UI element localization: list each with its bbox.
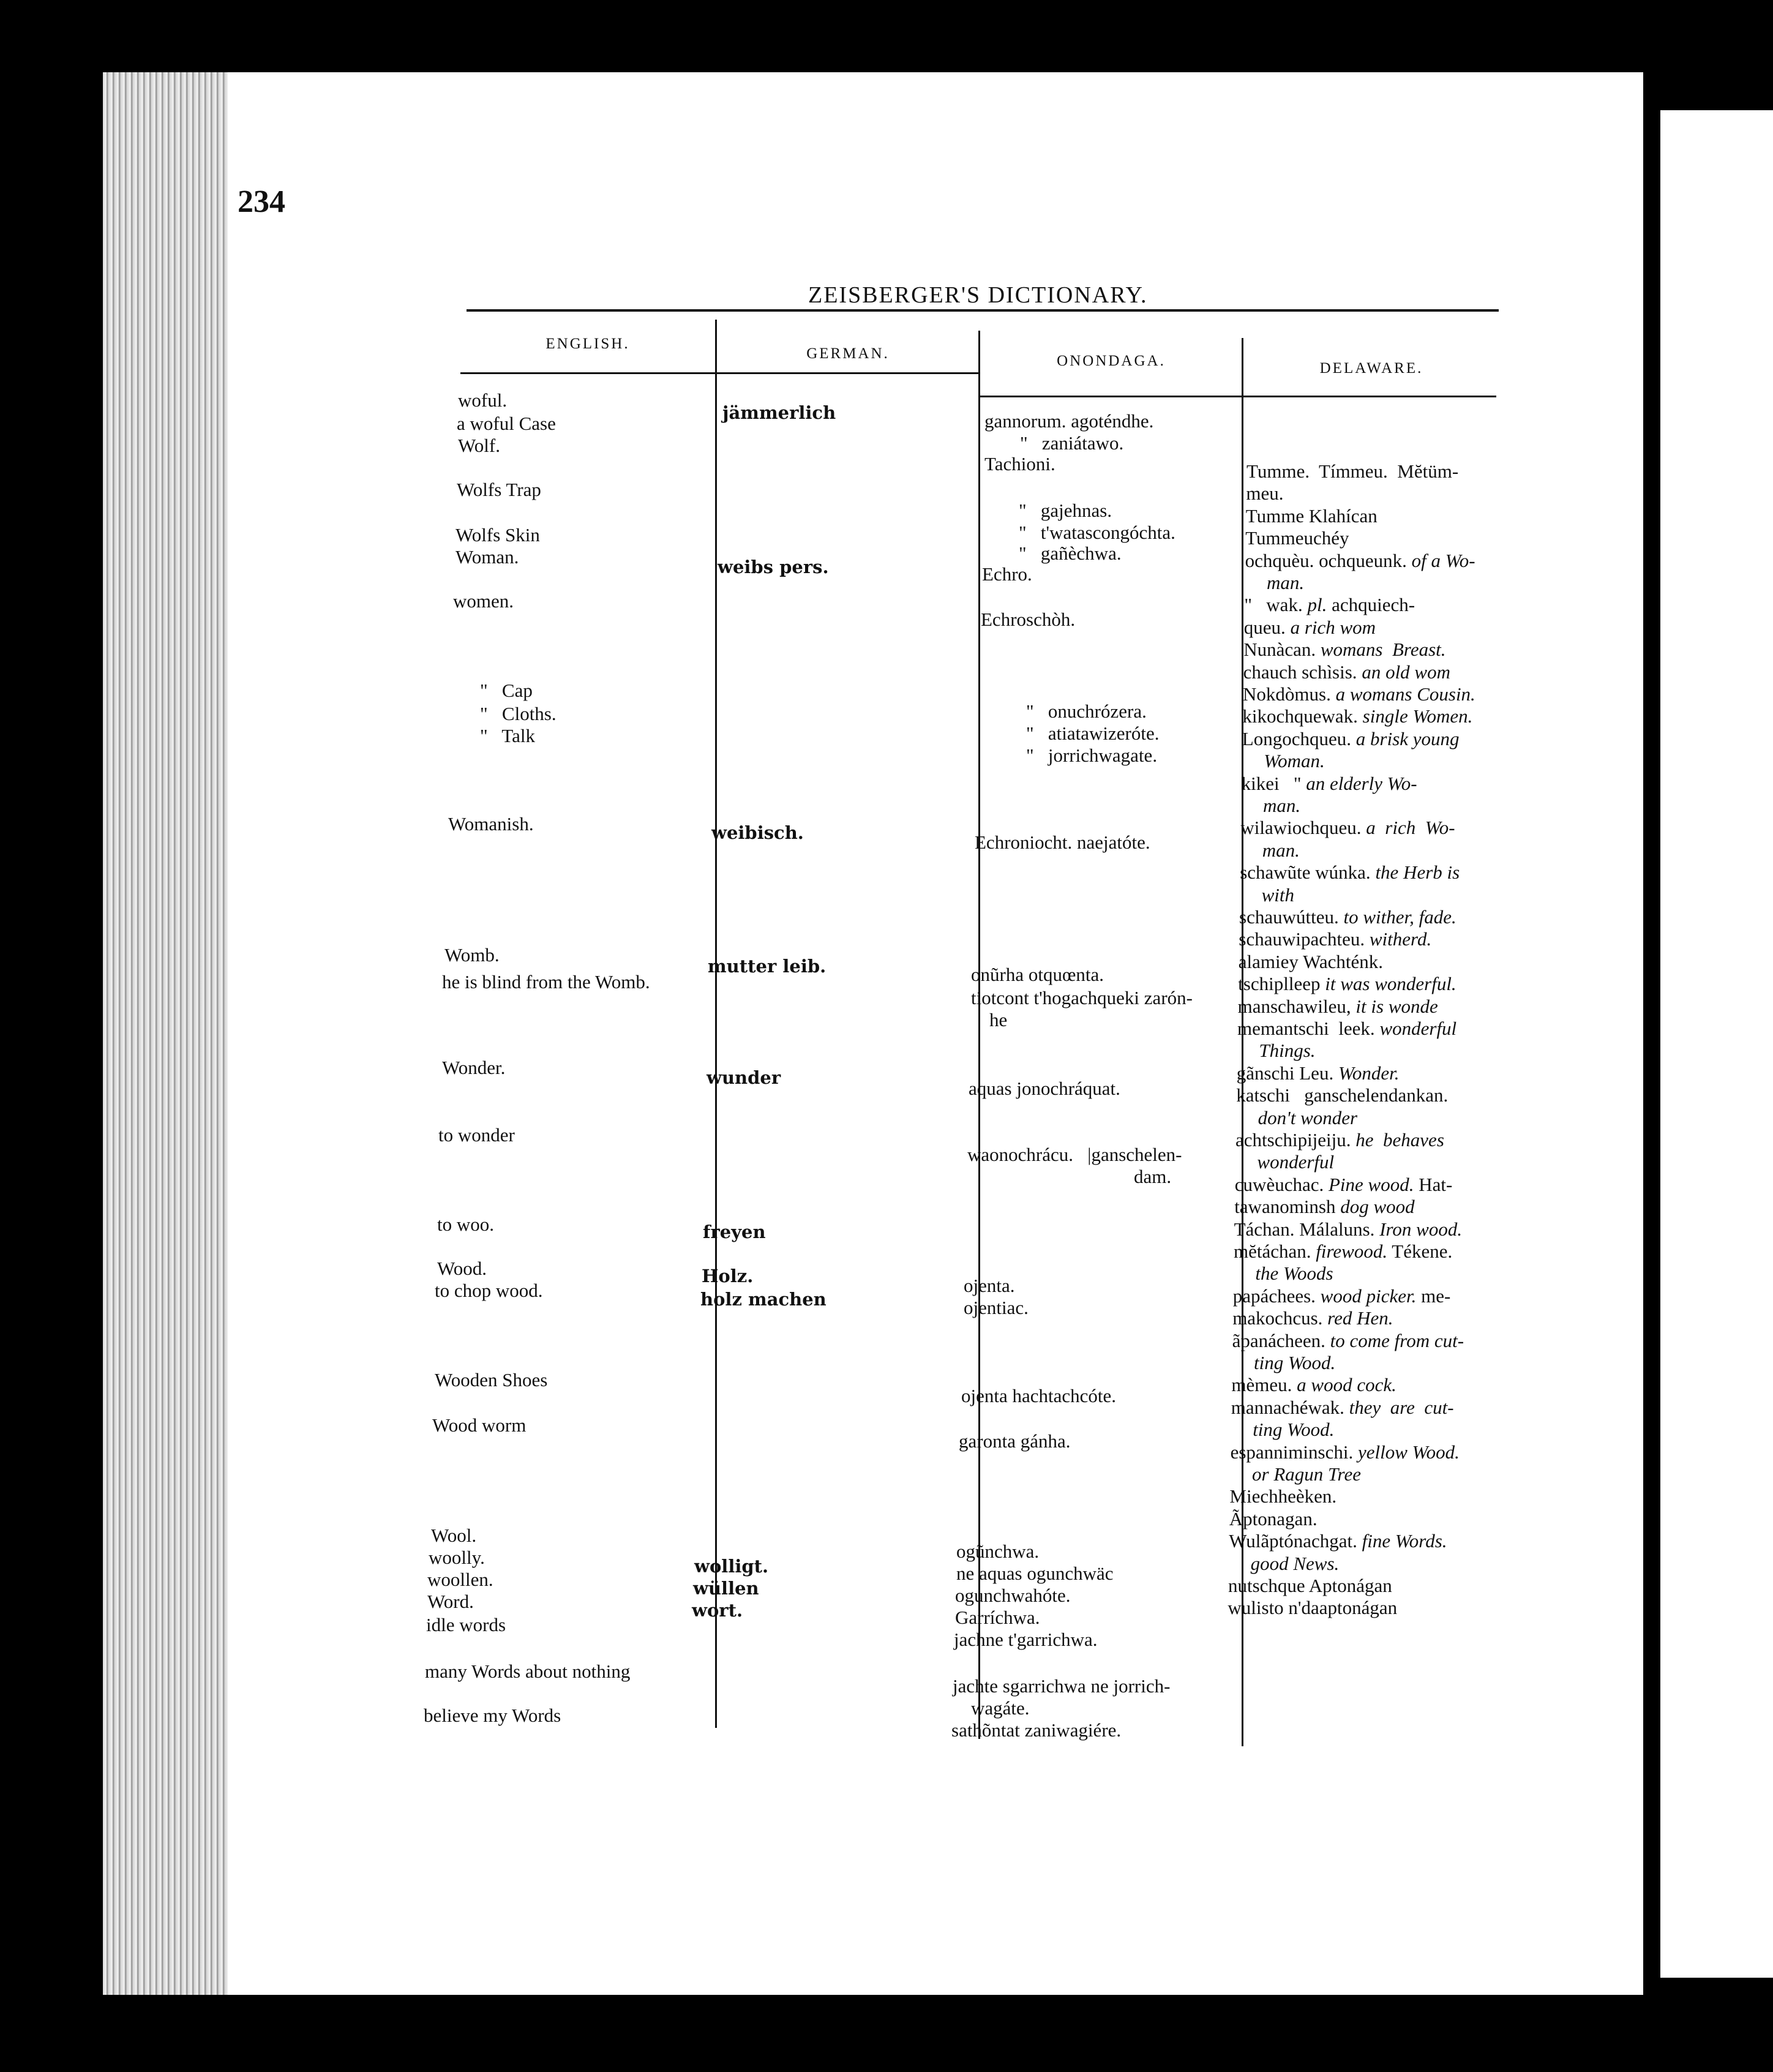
delaware-gloss: with xyxy=(1261,884,1294,906)
delaware-line xyxy=(1232,1330,1464,1352)
delaware-word: kikochquewak. xyxy=(1242,705,1363,727)
header-german: GERMAN. xyxy=(806,345,890,362)
delaware-word: gãnschi Leu. xyxy=(1236,1062,1338,1084)
english-entry: Womb. xyxy=(444,944,500,966)
english-entry: Wolf. xyxy=(458,435,500,456)
delaware-line xyxy=(1251,1553,1340,1575)
delaware-word: kikei " xyxy=(1241,773,1306,794)
delaware-gloss: the Herb is xyxy=(1375,861,1460,883)
delaware-word: me- xyxy=(1416,1285,1451,1307)
delaware-word: Táchan. Málaluns. xyxy=(1234,1218,1380,1240)
onondaga-entry: Garríchwa. xyxy=(955,1607,1040,1628)
delaware-line xyxy=(1229,1485,1336,1507)
onondaga-entry: " t'watascongóchta. xyxy=(1019,522,1175,543)
delaware-line xyxy=(1244,594,1415,616)
delaware-line xyxy=(1254,1352,1335,1374)
delaware-gloss: dog wood xyxy=(1340,1196,1415,1217)
delaware-line xyxy=(1262,884,1294,906)
german-entry: wolligt. xyxy=(694,1556,769,1577)
onondaga-entry: " gajehnas. xyxy=(1019,500,1112,521)
delaware-word: alamiey Wachténk. xyxy=(1238,951,1384,972)
delaware-line xyxy=(1245,527,1349,549)
delaware-word: nutschque Aptonágan xyxy=(1228,1575,1392,1596)
delaware-gloss: a rich wom xyxy=(1290,617,1376,638)
onondaga-entry: he xyxy=(989,1009,1008,1030)
delaware-line xyxy=(1267,572,1304,594)
english-entry: Womanish. xyxy=(448,813,534,835)
delaware-word: schauwipachteu. xyxy=(1239,928,1370,950)
delaware-word: Ãptonagan. xyxy=(1229,1508,1318,1530)
english-entry: Wood worm xyxy=(432,1414,527,1436)
delaware-word: " wak. xyxy=(1244,594,1308,615)
delaware-gloss: an old wom xyxy=(1362,661,1450,683)
delaware-word: Wulãptónachgat. xyxy=(1229,1530,1362,1552)
delaware-line xyxy=(1228,1575,1392,1597)
delaware-gloss: it was wonderful. xyxy=(1325,973,1456,994)
delaware-line xyxy=(1246,460,1458,482)
delaware-word: wilawiochqueu. xyxy=(1240,817,1366,838)
delaware-line xyxy=(1242,705,1472,727)
onondaga-entry: Tachioni. xyxy=(984,453,1055,475)
delaware-word: katschi ganschelendankan. xyxy=(1236,1084,1449,1106)
onondaga-entry: Echro. xyxy=(982,563,1032,585)
delaware-word: espanniminschi. xyxy=(1230,1441,1358,1463)
delaware-word: manschawileu, xyxy=(1237,996,1356,1017)
header-top-rule xyxy=(467,309,1499,312)
delaware-word: mĕtáchan. xyxy=(1234,1241,1316,1262)
delaware-gloss: he behaves xyxy=(1355,1129,1444,1150)
delaware-word: ãpanácheen. xyxy=(1232,1330,1330,1351)
running-title: ZEISBERGER'S DICTIONARY. xyxy=(808,282,1148,308)
delaware-line xyxy=(1234,1196,1415,1218)
delaware-line xyxy=(1259,1040,1315,1062)
onondaga-entry: wagáte. xyxy=(971,1697,1030,1719)
header-delaware: DELAWARE. xyxy=(1319,360,1423,377)
delaware-gloss: Iron wood. xyxy=(1379,1218,1463,1240)
delaware-line xyxy=(1232,1307,1393,1329)
delaware-gloss: a wood cock. xyxy=(1297,1374,1396,1395)
german-entry: wort. xyxy=(692,1600,743,1621)
german-entry: mutter leib. xyxy=(708,956,827,977)
delaware-gloss: a rich Wo- xyxy=(1366,817,1455,838)
delaware-line xyxy=(1262,839,1300,861)
delaware-gloss: an elderly Wo- xyxy=(1306,773,1417,794)
onondaga-entry: " atiatawizeróte. xyxy=(1026,723,1160,744)
delaware-line xyxy=(1239,928,1431,950)
delaware-line xyxy=(1231,1397,1454,1419)
english-entry: Wolfs Skin xyxy=(455,524,540,546)
delaware-line xyxy=(1229,1530,1447,1552)
german-entry: holz machen xyxy=(700,1289,827,1310)
delaware-line xyxy=(1231,1374,1396,1396)
header-onondaga: ONONDAGA. xyxy=(1057,353,1166,369)
book-page-edges xyxy=(103,72,241,1995)
onondaga-entry: ne aquas ogunchwäc xyxy=(956,1563,1114,1584)
delaware-gloss: Pine wood. xyxy=(1328,1174,1414,1195)
delaware-gloss: wood picker. xyxy=(1320,1285,1417,1307)
english-entry: " Cloths. xyxy=(480,703,557,724)
delaware-word: memantschi leek. xyxy=(1237,1018,1380,1039)
delaware-line xyxy=(1263,795,1300,817)
delaware-gloss: man. xyxy=(1267,572,1305,593)
delaware-line xyxy=(1240,817,1455,839)
delaware-line xyxy=(1246,505,1378,527)
onondaga-entry: ogũnchwa. xyxy=(956,1541,1040,1562)
delaware-line xyxy=(1238,996,1438,1018)
delaware-word: Tékene. xyxy=(1387,1241,1453,1262)
german-entry: freyen xyxy=(703,1222,766,1242)
english-entry: a woful Case xyxy=(457,413,556,434)
delaware-line xyxy=(1231,1441,1460,1463)
english-entry: Wonder. xyxy=(442,1057,506,1078)
onondaga-entry: onũrha otquœnta. xyxy=(971,964,1104,985)
delaware-gloss: of a Wo- xyxy=(1411,550,1475,571)
delaware-gloss: Woman. xyxy=(1264,750,1325,771)
delaware-gloss: a womans Cousin. xyxy=(1335,683,1475,705)
delaware-line xyxy=(1243,661,1450,683)
delaware-word: tschiplleep xyxy=(1238,973,1325,994)
delaware-gloss: wonderful xyxy=(1379,1018,1457,1039)
delaware-line xyxy=(1264,750,1325,772)
delaware-line xyxy=(1239,906,1456,928)
onondaga-entry: " jorrichwagate. xyxy=(1026,745,1158,766)
english-entry: believe my Words xyxy=(424,1705,561,1726)
delaware-line xyxy=(1246,482,1283,505)
onondaga-entry: Echroschòh. xyxy=(981,609,1076,630)
delaware-gloss: single Women. xyxy=(1362,705,1473,727)
delaware-line xyxy=(1238,973,1456,995)
delaware-gloss: Things. xyxy=(1259,1040,1316,1061)
delaware-word: queu. xyxy=(1243,617,1291,638)
delaware-line xyxy=(1239,951,1383,973)
header-bottom-rule-right xyxy=(978,396,1496,397)
onondaga-entry: jachne t'garrichwa. xyxy=(954,1629,1098,1650)
english-entry: he is blind from the Womb. xyxy=(442,971,650,993)
english-entry: Word. xyxy=(427,1591,474,1612)
delaware-gloss: man. xyxy=(1263,795,1301,816)
onondaga-entry: sathõntat zaniwagiére. xyxy=(951,1719,1122,1741)
delaware-gloss: Wonder. xyxy=(1338,1062,1400,1084)
onondaga-entry: " onuchrózera. xyxy=(1026,700,1147,722)
delaware-word: Tumme. Tímmeu. Mĕtüm- xyxy=(1246,460,1459,482)
delaware-gloss: firewood. xyxy=(1316,1241,1388,1262)
delaware-word: schawũte wúnka. xyxy=(1240,861,1376,883)
delaware-gloss: the Woods xyxy=(1255,1263,1333,1284)
delaware-gloss: yellow Wood. xyxy=(1357,1441,1460,1463)
english-entry: woollen. xyxy=(427,1569,493,1590)
delaware-word: Miechheèken. xyxy=(1229,1485,1337,1507)
delaware-word: Nokdòmus. xyxy=(1243,683,1336,705)
delaware-line xyxy=(1228,1597,1397,1619)
delaware-word: achtschipijeiju. xyxy=(1235,1129,1356,1150)
delaware-line xyxy=(1242,773,1417,795)
delaware-gloss: good News. xyxy=(1250,1553,1340,1574)
delaware-line xyxy=(1237,1062,1400,1084)
onondaga-entry: ogunchwahóte. xyxy=(955,1585,1071,1606)
english-entry: Wolfs Trap xyxy=(457,479,541,500)
delaware-word: ochquèu. ochqueunk. xyxy=(1245,550,1412,571)
english-entry: woolly. xyxy=(429,1547,485,1568)
delaware-gloss: man. xyxy=(1262,839,1300,861)
delaware-gloss: it is wonde xyxy=(1355,996,1438,1017)
delaware-word: Hat- xyxy=(1414,1174,1453,1195)
delaware-word: meu. xyxy=(1246,482,1284,504)
onondaga-entry: tiotcont t'hogachqueki zarón- xyxy=(971,987,1193,1008)
delaware-gloss: or Ragun Tree xyxy=(1252,1463,1361,1485)
column-divider-2 xyxy=(978,331,980,1739)
delaware-word: papáchees. xyxy=(1232,1285,1321,1307)
delaware-word: mèmeu. xyxy=(1231,1374,1297,1395)
onondaga-entry: " zaniátawo. xyxy=(1020,432,1124,454)
delaware-line xyxy=(1253,1419,1334,1441)
delaware-gloss: they are cut- xyxy=(1349,1397,1454,1418)
delaware-word: achquiech- xyxy=(1327,594,1415,615)
delaware-gloss: don't wonder xyxy=(1258,1107,1358,1128)
onondaga-entry: waonochrácu. |ganschelen- xyxy=(967,1144,1182,1165)
facing-page-edge xyxy=(1660,110,1773,1978)
german-entry: jämmerlich xyxy=(722,402,836,423)
delaware-word: schauwútteu. xyxy=(1239,906,1344,928)
onondaga-entry: Echroniocht. naejatóte. xyxy=(975,831,1150,853)
delaware-line xyxy=(1258,1107,1358,1129)
delaware-gloss: a brisk young xyxy=(1355,728,1460,749)
delaware-line xyxy=(1236,1084,1448,1106)
onondaga-entry: gannorum. agoténdhe. xyxy=(984,410,1154,432)
delaware-line xyxy=(1235,1174,1453,1196)
delaware-gloss: red Hen. xyxy=(1327,1307,1393,1329)
delaware-gloss: ting Wood. xyxy=(1253,1419,1335,1440)
header-bottom-rule-left xyxy=(460,372,978,374)
delaware-word: wulisto n'daaptonágan xyxy=(1228,1597,1398,1618)
delaware-gloss: to wither, fade. xyxy=(1343,906,1456,928)
german-entry: Holz. xyxy=(702,1266,754,1286)
delaware-gloss: to come from cut- xyxy=(1330,1330,1464,1351)
onondaga-entry: " gañèchwa. xyxy=(1019,542,1122,564)
delaware-gloss: ting Wood. xyxy=(1254,1352,1336,1373)
delaware-line xyxy=(1237,1018,1456,1040)
delaware-line xyxy=(1242,728,1460,750)
english-entry: Wooden Shoes xyxy=(435,1369,548,1391)
delaware-word: Tumme Klahícan xyxy=(1245,505,1378,527)
german-entry: weibisch. xyxy=(711,822,804,843)
onondaga-entry: ojenta. xyxy=(964,1275,1015,1296)
delaware-gloss: wonderful xyxy=(1257,1151,1335,1173)
delaware-line xyxy=(1235,1129,1444,1151)
delaware-word: makochcus. xyxy=(1232,1307,1328,1329)
english-entry: woful. xyxy=(458,389,508,411)
delaware-gloss: witherd. xyxy=(1369,928,1432,950)
onondaga-entry: ojentiac. xyxy=(964,1297,1029,1318)
page-number: 234 xyxy=(238,184,285,219)
onondaga-entry: dam. xyxy=(1134,1166,1172,1187)
column-divider-1 xyxy=(715,320,717,1728)
german-entry: wunder xyxy=(707,1067,781,1088)
delaware-line xyxy=(1233,1285,1451,1307)
delaware-word: Tummeuchéy xyxy=(1245,527,1349,549)
delaware-line xyxy=(1243,639,1445,661)
delaware-word: mannachéwak. xyxy=(1231,1397,1349,1418)
delaware-line xyxy=(1234,1218,1463,1241)
delaware-line xyxy=(1243,683,1475,705)
english-entry: to chop wood. xyxy=(435,1280,543,1301)
delaware-line xyxy=(1234,1241,1452,1263)
english-entry: idle words xyxy=(426,1614,506,1635)
onondaga-entry: garonta gánha. xyxy=(959,1430,1071,1452)
english-entry: to woo. xyxy=(437,1214,494,1235)
delaware-gloss: fine Words. xyxy=(1362,1530,1447,1552)
onondaga-entry: aquas jonochráquat. xyxy=(969,1078,1120,1099)
delaware-word: cuwèuchac. xyxy=(1234,1174,1329,1195)
german-entry: wüllen xyxy=(693,1578,759,1599)
english-entry: Woman. xyxy=(455,546,519,568)
english-entry: " Talk xyxy=(480,725,535,746)
german-entry: weibs pers. xyxy=(718,557,829,577)
onondaga-entry: ojenta hachtachcóte. xyxy=(961,1385,1117,1406)
delaware-line xyxy=(1229,1508,1318,1530)
delaware-gloss: pl. xyxy=(1307,594,1327,615)
delaware-line xyxy=(1257,1151,1334,1173)
english-entry: Wood. xyxy=(437,1258,487,1279)
delaware-word: Nunàcan. xyxy=(1243,639,1321,660)
delaware-line xyxy=(1244,617,1376,639)
delaware-word: Longochqueu. xyxy=(1242,728,1356,749)
delaware-line xyxy=(1245,550,1475,572)
delaware-word: tawanominsh xyxy=(1234,1196,1341,1217)
delaware-gloss: womans Breast. xyxy=(1320,639,1446,660)
english-entry: " Cap xyxy=(480,680,533,701)
english-entry: to wonder xyxy=(438,1124,515,1146)
delaware-line xyxy=(1252,1463,1361,1485)
english-entry: Wool. xyxy=(431,1525,477,1546)
delaware-line xyxy=(1255,1263,1333,1285)
onondaga-entry: jachte sgarrichwa ne jorrich- xyxy=(953,1675,1171,1697)
header-english: ENGLISH. xyxy=(545,336,630,352)
delaware-line xyxy=(1240,861,1460,884)
english-entry: women. xyxy=(453,590,514,612)
delaware-word: chauch schìsis. xyxy=(1243,661,1362,683)
english-entry: many Words about nothing xyxy=(425,1661,631,1682)
